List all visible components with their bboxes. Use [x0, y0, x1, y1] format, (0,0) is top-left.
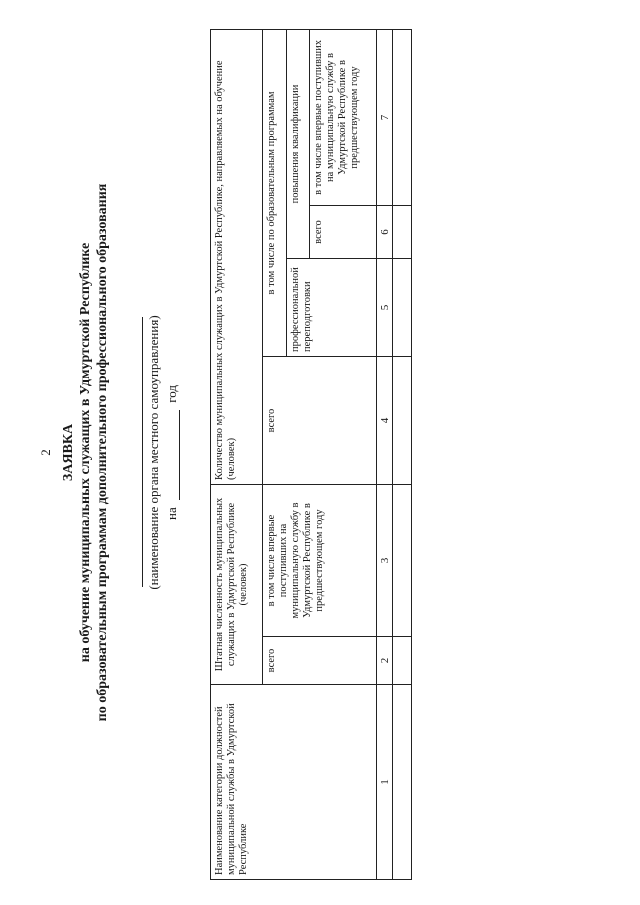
header-staff-total: всего [263, 637, 377, 685]
empty-cell [393, 357, 412, 485]
empty-cell [393, 259, 412, 357]
column-number: 6 [377, 206, 393, 259]
title-line-2: на обучение муниципальных служащих в Удмуртской Республике [78, 242, 93, 663]
organization-name-line [132, 318, 143, 588]
empty-cell [393, 685, 412, 880]
year-blank-line [167, 410, 180, 500]
column-number: 7 [377, 29, 393, 205]
column-number: 4 [377, 357, 393, 485]
document-title [60, 0, 111, 905]
title-line-3: по образовательным программам дополнительного профессионального образования [95, 183, 110, 722]
header-qualification: повышения квалификации [286, 29, 309, 258]
empty-data-row [393, 29, 412, 879]
column-number: 2 [377, 637, 393, 685]
column-number: 3 [377, 485, 393, 637]
year-suffix: год [164, 385, 179, 403]
column-number: 1 [377, 685, 393, 880]
column-number-row [377, 29, 393, 879]
column-number: 5 [377, 259, 393, 357]
year-row [164, 0, 180, 905]
header-training-programs: в том числе по образовательным программам [263, 29, 286, 356]
header-category: Наименование категории должностей муниципальной службы в Удмуртской Республике [211, 685, 377, 880]
title-line-1: ЗАЯВКА [61, 423, 76, 482]
header-staff: Штатная численность муниципальных служащих в Удмуртской Республике (человек) [211, 485, 263, 685]
header-qualification-new: в том числе впервые поступивших на муниципальную службу в Удмуртской Республике в предшествующем году [309, 29, 376, 205]
year-prefix: на [164, 507, 179, 520]
organization-caption: (наименование органа местного самоуправления) [146, 315, 161, 590]
header-training-total: всего [263, 357, 377, 485]
empty-cell [393, 206, 412, 259]
empty-cell [393, 637, 412, 685]
header-training: Количество муниципальных служащих в Удмуртской Республике, направляемых на обучение (человек) [211, 29, 263, 484]
header-retraining: профессиональной переподготовки [286, 259, 376, 357]
empty-cell [393, 485, 412, 637]
header-qualification-total: всего [309, 206, 376, 259]
header-staff-new: в том числе впервые поступивших на муниципальную службу в Удмуртской Республике в предшествующем году [263, 485, 377, 637]
organization-block [132, 0, 180, 905]
request-table [210, 29, 412, 880]
page-number: 2 [38, 449, 53, 456]
empty-cell [393, 29, 412, 205]
